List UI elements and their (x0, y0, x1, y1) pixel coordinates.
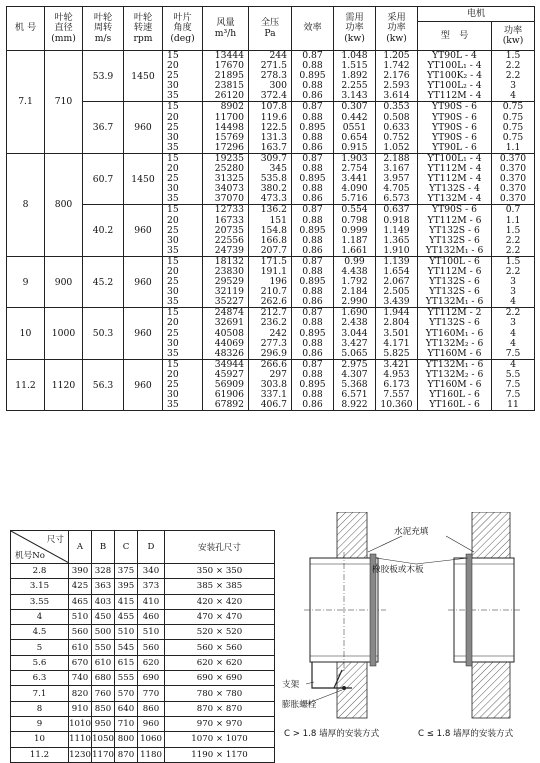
cell-airflow: 18132 23830 29529 32119 35227 (203, 256, 249, 307)
cell-rpm: 960 (124, 308, 163, 359)
cell-b: 760 (92, 686, 115, 701)
cell-c: 375 (115, 564, 138, 579)
cell-b: 500 (92, 625, 115, 640)
cell-a: 610 (69, 640, 92, 655)
cell-d: 340 (138, 564, 165, 579)
cell-a: 910 (69, 701, 92, 716)
cell-efficiency: 0.87 0.88 0.895 0.88 0.86 (292, 153, 334, 204)
cell-hole-size: 620 × 620 (165, 655, 275, 670)
cell-b: 610 (92, 655, 115, 670)
size-table-row (11, 579, 275, 594)
cell-used-power: 1.944 2.804 3.501 4.171 5.825 (376, 308, 418, 359)
size-header-a: A (69, 531, 92, 564)
cell-hole-size: 690 × 690 (165, 671, 275, 686)
cell-used-power: 0.637 0.918 1.149 1.365 1.910 (376, 205, 418, 256)
cell-b: 850 (92, 701, 115, 716)
cell-c: 570 (115, 686, 138, 701)
cell-motor-power: 2.2 3 4 4 7.5 (492, 308, 535, 359)
cell-hole-size: 470 × 470 (165, 609, 275, 624)
corner-label-model: 机号No (15, 551, 45, 561)
cell-tip-speed: 56.3 (83, 359, 124, 410)
cell-efficiency: 0.87 0.88 0.895 0.88 0.86 (292, 102, 334, 153)
label-expansion-bolt: 膨胀螺栓 (282, 700, 317, 710)
cell-efficiency: 0.87 0.88 0.895 0.88 0.86 (292, 308, 334, 359)
cell-a: 390 (69, 564, 92, 579)
cell-c: 555 (115, 671, 138, 686)
cell-c: 415 (115, 594, 138, 609)
header-motor-power: 功率 (kw) (492, 22, 535, 51)
header-motor: 电机 (418, 7, 535, 22)
cell-hole-size: 1190 × 1170 (165, 747, 275, 762)
cell-model-no: 7.1 (11, 686, 69, 701)
header-tip-speed: 叶轮 周转 m/s (83, 7, 124, 51)
cell-d: 860 (138, 701, 165, 716)
cell-used-power: 2.188 3.167 3.957 4.705 6.573 (376, 153, 418, 204)
size-table-row (11, 671, 275, 686)
table-row (7, 256, 535, 307)
cell-model: 11.2 (7, 359, 45, 410)
label-rubber-plate: 橡胶板或木板 (372, 565, 424, 575)
cell-tip-speed: 36.7 (83, 102, 124, 153)
cell-angle: 15 20 25 30 35 (163, 153, 203, 204)
cell-efficiency: 0.87 0.88 0.895 0.88 0.86 (292, 51, 334, 102)
cell-diameter: 1000 (45, 308, 83, 359)
cell-req-power: 1.690 2.438 3.044 3.427 5.065 (334, 308, 376, 359)
header-blade-angle: 叶片 角度 (deg) (163, 7, 203, 51)
cell-motor-power: 1.5 2.2 2.2 3 4 (492, 51, 535, 102)
cell-efficiency: 0.87 0.88 0.895 0.88 0.86 (292, 205, 334, 256)
cell-airflow: 34944 45927 56909 61906 67892 (203, 359, 249, 410)
cell-b: 550 (92, 640, 115, 655)
cell-hole-size: 385 × 385 (165, 579, 275, 594)
cell-model-no: 11.2 (11, 747, 69, 762)
caption-thick-wall: C > 1.8 墙厚的安装方式 (284, 729, 380, 739)
cell-motor-power: 0.75 0.75 0.75 0.75 1.1 (492, 102, 535, 153)
cell-pressure: 171.5 191.1 196 210.7 262.6 (249, 256, 292, 307)
cell-c: 800 (115, 732, 138, 747)
cell-motor-type: YT112M - 2 YT132S - 6 YT160M₁ - 6 YT132M₂ - 6 YT160M - 6 (418, 308, 492, 359)
cell-c: 710 (115, 716, 138, 731)
size-header-c: C (115, 531, 138, 564)
cell-airflow: 12733 16733 20735 22556 24739 (203, 205, 249, 256)
cell-model-no: 6.3 (11, 671, 69, 686)
cell-d: 770 (138, 686, 165, 701)
fan-performance-table (6, 6, 535, 411)
cell-model-no: 5 (11, 640, 69, 655)
cell-angle: 15 20 25 30 35 (163, 51, 203, 102)
cell-angle: 15 20 25 30 35 (163, 359, 203, 410)
cell-c: 870 (115, 747, 138, 762)
cell-hole-size: 970 × 970 (165, 716, 275, 731)
cell-c: 455 (115, 609, 138, 624)
cell-a: 510 (69, 609, 92, 624)
cell-req-power: 0.99 4.438 1.792 2.184 2.990 (334, 256, 376, 307)
cell-used-power: 1.205 1.742 2.176 2.593 3.614 (376, 51, 418, 102)
cell-b: 1170 (92, 747, 115, 762)
size-table-row (11, 701, 275, 716)
size-table-row (11, 625, 275, 640)
header-pressure: 全压 Pa (249, 7, 292, 51)
cell-b: 328 (92, 564, 115, 579)
size-table-row (11, 609, 275, 624)
size-table-row (11, 686, 275, 701)
cell-hole-size: 1070 × 1070 (165, 732, 275, 747)
cell-d: 410 (138, 594, 165, 609)
table-row (7, 51, 535, 102)
cell-diameter: 1120 (45, 359, 83, 410)
cell-rpm: 1450 (124, 153, 163, 204)
cell-model-no: 4.5 (11, 625, 69, 640)
cell-airflow: 19235 25280 31325 34073 37070 (203, 153, 249, 204)
corner-label-size: 尺寸 (46, 535, 64, 545)
cell-rpm: 960 (124, 205, 163, 256)
cell-c: 615 (115, 655, 138, 670)
caption-thin-wall: C ≤ 1.8 墙厚的安装方式 (418, 729, 514, 739)
cell-airflow: 13444 17670 21895 23815 26120 (203, 51, 249, 102)
cell-d: 1060 (138, 732, 165, 747)
cell-angle: 15 20 25 30 35 (163, 205, 203, 256)
cell-d: 1180 (138, 747, 165, 762)
table-row (7, 359, 535, 410)
cell-d: 620 (138, 655, 165, 670)
header-req-power: 需用 功率 (kw) (334, 7, 376, 51)
cell-tip-speed: 50.3 (83, 308, 124, 359)
cell-efficiency: 0.87 0.88 0.895 0.88 0.86 (292, 256, 334, 307)
installation-size-table (10, 530, 275, 763)
cell-pressure: 212.7 236.2 242 277.3 296.9 (249, 308, 292, 359)
header-diameter: 叶轮 直径 (mm) (45, 7, 83, 51)
cell-model-no: 10 (11, 732, 69, 747)
cell-hole-size: 350 × 350 (165, 564, 275, 579)
cell-pressure: 136.2 151 154.8 166.8 207.7 (249, 205, 292, 256)
cell-model-no: 3.55 (11, 594, 69, 609)
cell-rpm: 1450 (124, 51, 163, 102)
cell-a: 560 (69, 625, 92, 640)
cell-a: 1110 (69, 732, 92, 747)
cell-airflow: 8902 11700 14498 15769 17296 (203, 102, 249, 153)
size-header-d: D (138, 531, 165, 564)
cell-motor-type: YT90S - 6 YT90S - 6 YT90S - 6 YT90S - 6 YT90L - 6 (418, 102, 492, 153)
cell-req-power: 1.903 2.754 3.441 4.090 5.716 (334, 153, 376, 204)
size-table-corner (11, 531, 69, 564)
cell-b: 363 (92, 579, 115, 594)
cell-motor-power: 4 5.5 7.5 7.5 11 (492, 359, 535, 410)
cell-hole-size: 520 × 520 (165, 625, 275, 640)
table-row (7, 205, 535, 256)
size-table-row (11, 564, 275, 579)
cell-a: 465 (69, 594, 92, 609)
cell-d: 960 (138, 716, 165, 731)
header-efficiency: 效率 (292, 7, 334, 51)
cell-req-power: 0.554 0.798 0.999 1.187 1.661 (334, 205, 376, 256)
cell-b: 680 (92, 671, 115, 686)
cell-req-power: 0.307 0.442 0551 0.654 0.915 (334, 102, 376, 153)
cell-model-no: 9 (11, 716, 69, 731)
cell-angle: 15 20 25 30 35 (163, 256, 203, 307)
table-row (7, 308, 535, 359)
cell-used-power: 3.421 4.953 6.173 7.557 10.360 (376, 359, 418, 410)
cell-hole-size: 420 × 420 (165, 594, 275, 609)
cell-motor-type: YT100L - 6 YT112M - 6 YT132S - 6 YT132S - 6 YT132M₁ - 6 (418, 256, 492, 307)
cell-pressure: 266.6 297 303.8 337.1 406.7 (249, 359, 292, 410)
cell-req-power: 1.048 1.515 1.892 2.255 3.143 (334, 51, 376, 102)
size-table-row (11, 716, 275, 731)
cell-model: 8 (7, 153, 45, 256)
cell-used-power: 0.353 0.508 0.633 0.752 1.052 (376, 102, 418, 153)
cell-diameter: 800 (45, 153, 83, 256)
cell-d: 510 (138, 625, 165, 640)
cell-motor-type: YT90L - 4 YT100L₁ - 4 YT100K₂ - 4 YT100L₂ - 4 YT112M - 4 (418, 51, 492, 102)
cell-model: 10 (7, 308, 45, 359)
cell-used-power: 1.139 1.654 2.067 2.505 3.439 (376, 256, 418, 307)
size-table-row (11, 640, 275, 655)
cell-tip-speed: 60.7 (83, 153, 124, 204)
cell-model: 9 (7, 256, 45, 307)
cell-model-no: 2.8 (11, 564, 69, 579)
cell-tip-speed: 53.9 (83, 51, 124, 102)
size-header-hole: 安装孔尺寸 (165, 531, 275, 564)
cell-d: 560 (138, 640, 165, 655)
right-fan-body (448, 554, 522, 666)
cell-d: 460 (138, 609, 165, 624)
cell-pressure: 309.7 345 535.8 380.2 473.3 (249, 153, 292, 204)
cell-model-no: 5.6 (11, 655, 69, 670)
cell-a: 670 (69, 655, 92, 670)
cell-c: 640 (115, 701, 138, 716)
cell-a: 820 (69, 686, 92, 701)
cell-tip-speed: 40.2 (83, 205, 124, 256)
cell-model-no: 8 (11, 701, 69, 716)
cell-rpm: 960 (124, 359, 163, 410)
cell-hole-size: 560 × 560 (165, 640, 275, 655)
cell-hole-size: 780 × 780 (165, 686, 275, 701)
cell-airflow: 24874 32691 40508 44069 48326 (203, 308, 249, 359)
cell-a: 1010 (69, 716, 92, 731)
cell-c: 510 (115, 625, 138, 640)
cell-rpm: 960 (124, 256, 163, 307)
cell-a: 1230 (69, 747, 92, 762)
header-motor-type: 型 号 (418, 22, 492, 51)
cell-model: 7.1 (7, 51, 45, 154)
cell-b: 1050 (92, 732, 115, 747)
cell-rpm: 960 (124, 102, 163, 153)
header-model-no: 机 号 (7, 7, 45, 51)
cell-a: 425 (69, 579, 92, 594)
cell-pressure: 244 271.5 278.3 300 372.4 (249, 51, 292, 102)
table-row (7, 102, 535, 153)
table-row (7, 153, 535, 204)
cell-a: 740 (69, 671, 92, 686)
cell-b: 403 (92, 594, 115, 609)
cell-angle: 15 20 25 30 35 (163, 102, 203, 153)
size-header-b: B (92, 531, 115, 564)
cell-efficiency: 0.87 0.88 0.895 0.88 0.86 (292, 359, 334, 410)
cell-model-no: 4 (11, 609, 69, 624)
cell-b: 450 (92, 609, 115, 624)
cell-req-power: 2.975 4.307 5.368 6.571 8.922 (334, 359, 376, 410)
cell-pressure: 107.8 119.6 122.5 131.3 163.7 (249, 102, 292, 153)
size-table-row (11, 655, 275, 670)
cell-angle: 15 20 25 30 35 (163, 308, 203, 359)
cell-motor-type: YT90S - 6 YT112M - 6 YT132S - 6 YT132S - 6 YT132M₁ - 6 (418, 205, 492, 256)
cell-tip-speed: 45.2 (83, 256, 124, 307)
cell-d: 690 (138, 671, 165, 686)
cell-model-no: 3.15 (11, 579, 69, 594)
cell-c: 395 (115, 579, 138, 594)
cell-diameter: 900 (45, 256, 83, 307)
size-table-row (11, 594, 275, 609)
label-cement-fill: 水泥充填 (394, 527, 429, 537)
cell-b: 950 (92, 716, 115, 731)
cell-motor-power: 0.370 0.370 0.370 0.370 0.370 (492, 153, 535, 204)
cell-motor-type: YT132M₁ - 6 YT132M₂ - 6 YT160M - 6 YT160L - 6 YT160L - 6 (418, 359, 492, 410)
installation-diagram (282, 512, 534, 740)
size-table-row (11, 747, 275, 762)
cell-motor-power: 1.5 2.2 3 3 4 (492, 256, 535, 307)
size-table-row (11, 732, 275, 747)
label-bracket: 支架 (282, 680, 300, 690)
header-airflow: 风量 m³/h (203, 7, 249, 51)
cell-motor-type: YT100L₁ - 4 YT112M - 4 YT112M - 4 YT132S - 4 YT132M - 4 (418, 153, 492, 204)
cell-d: 373 (138, 579, 165, 594)
cell-hole-size: 870 × 870 (165, 701, 275, 716)
cell-c: 545 (115, 640, 138, 655)
header-rpm: 叶轮 转速 rpm (124, 7, 163, 51)
cell-diameter: 710 (45, 51, 83, 154)
cell-motor-power: 0.7 1.1 1.5 2.2 2.2 (492, 205, 535, 256)
header-used-power: 采用 功率 (kw) (376, 7, 418, 51)
